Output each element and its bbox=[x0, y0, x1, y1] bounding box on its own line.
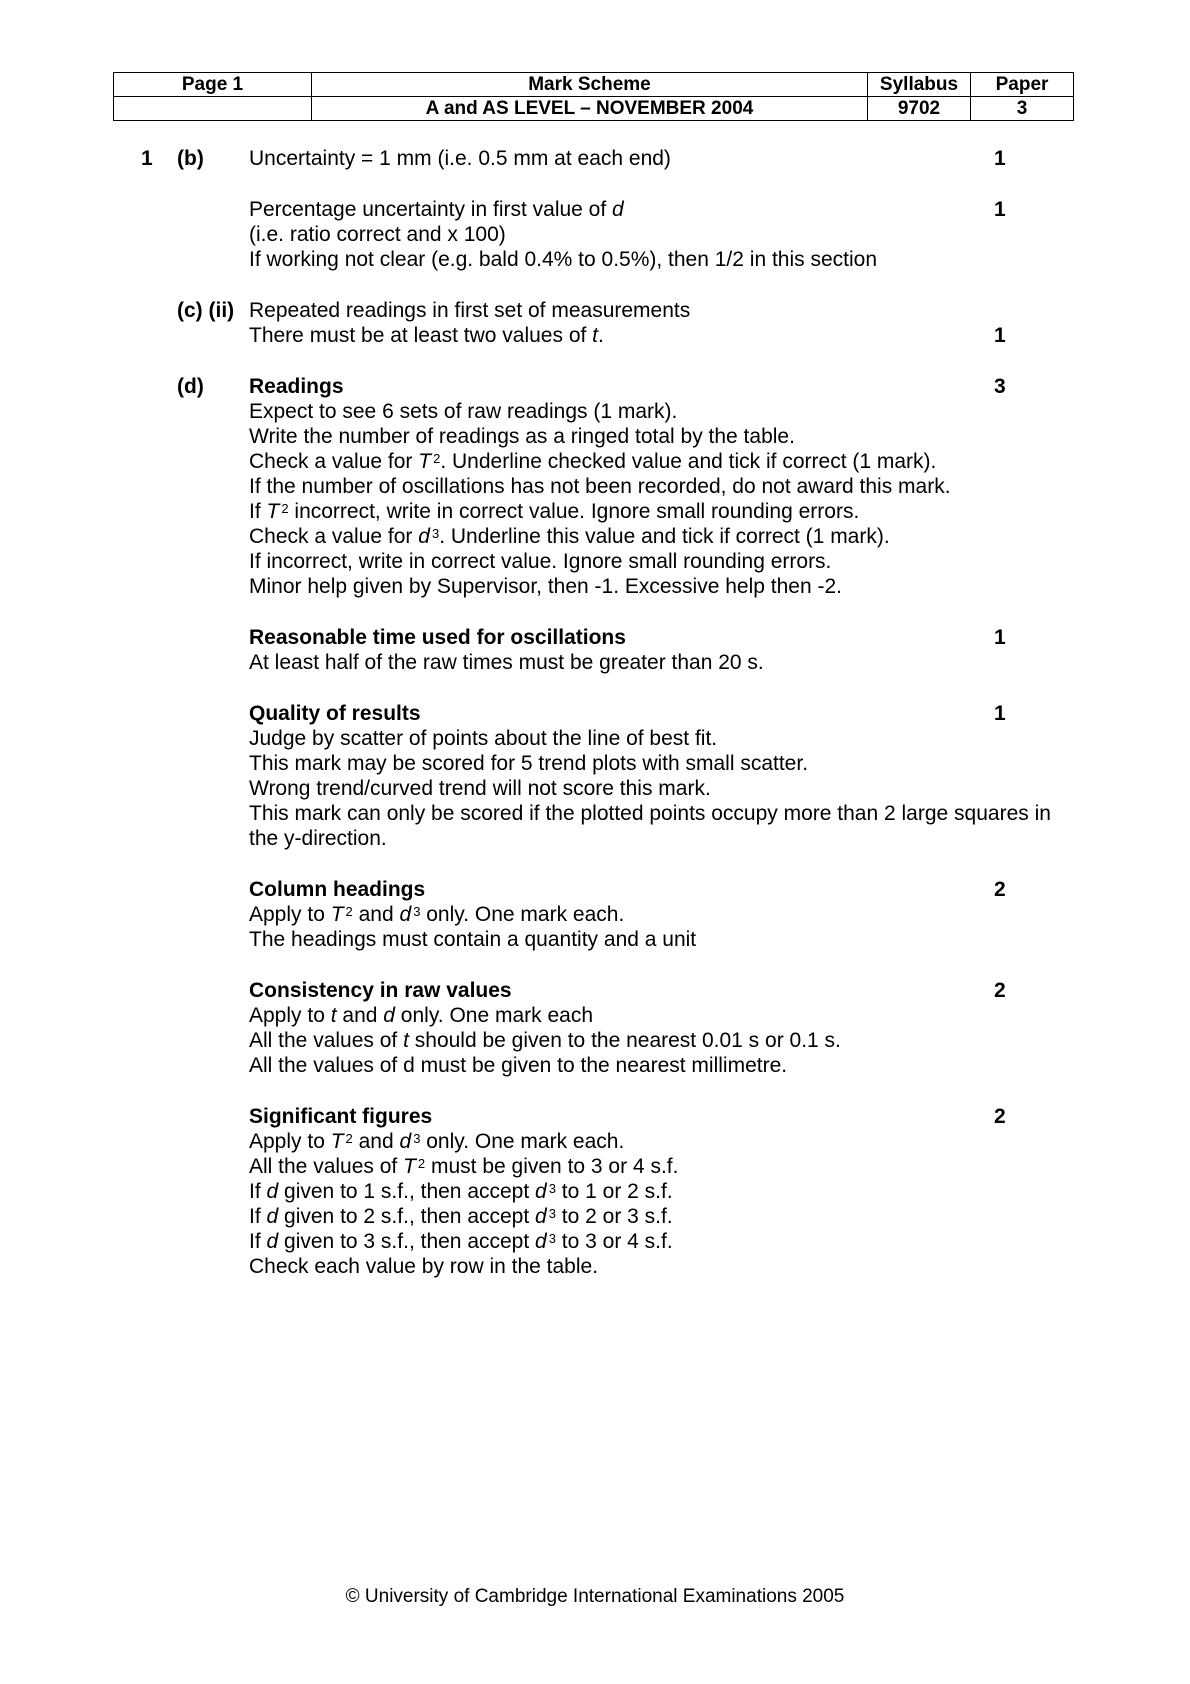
part-cii-line-2: There must be at least two values of t. bbox=[249, 324, 604, 347]
quality-line-3: Wrong trend/curved trend will not score this mark. bbox=[249, 777, 711, 800]
columns-mark: 2 bbox=[994, 878, 1006, 901]
quality-heading: Quality of results bbox=[249, 702, 421, 725]
sigfig-line-1: Apply to T $^2$ and d $^3$ only. One mark each. bbox=[249, 1130, 625, 1153]
part-b-line-3: (i.e. ratio correct and x 100) bbox=[249, 223, 506, 246]
consistency-mark: 2 bbox=[994, 979, 1006, 1002]
sigfig-line-5: If d given to 3 s.f., then accept d $^3$ to 3 or 4 s.f. bbox=[249, 1230, 673, 1253]
part-d-label: (d) bbox=[177, 375, 204, 398]
header-syllabus: 9702 bbox=[868, 97, 971, 121]
consistency-heading: Consistency in raw values bbox=[249, 979, 512, 1002]
header-exam: A and AS LEVEL – NOVEMBER 2004 bbox=[312, 97, 868, 121]
time-line-1: At least half of the raw times must be greater than 20 s. bbox=[249, 651, 764, 674]
sigfig-line-4: If d given to 2 s.f., then accept d $^3$ to 2 or 3 s.f. bbox=[249, 1205, 673, 1228]
part-cii-label: (c) (ii) bbox=[177, 299, 235, 322]
consistency-line-3: All the values of d must be given to the nearest millimetre. bbox=[249, 1054, 788, 1077]
part-b-line-2: Percentage uncertainty in first value of d bbox=[249, 198, 624, 221]
readings-line-4: If the number of oscillations has not been recorded, do not award this mark. bbox=[249, 475, 951, 498]
sigfig-line-3: If d given to 1 s.f., then accept d $^3$ to 1 or 2 s.f. bbox=[249, 1180, 673, 1203]
header-syllabus-label: Syllabus bbox=[868, 73, 971, 97]
columns-line-1: Apply to T $^2$ and d $^3$ only. One mark each. bbox=[249, 903, 625, 926]
header-title: Mark Scheme bbox=[312, 73, 868, 97]
part-b-mark-2: 1 bbox=[994, 198, 1006, 221]
question-number: 1 bbox=[141, 147, 153, 170]
sigfig-mark: 2 bbox=[994, 1105, 1006, 1128]
readings-line-8: Minor help given by Supervisor, then -1. Excessive help then -2. bbox=[249, 575, 842, 598]
part-b-mark-1: 1 bbox=[994, 147, 1006, 170]
time-mark: 1 bbox=[994, 626, 1006, 649]
sigfig-line-6: Check each value by row in the table. bbox=[249, 1255, 599, 1278]
quality-line-4: This mark can only be scored if the plotted points occupy more than 2 large squares in bbox=[249, 802, 1051, 825]
readings-line-1: Expect to see 6 sets of raw readings (1 mark). bbox=[249, 400, 678, 423]
symbol-d: d bbox=[612, 198, 624, 221]
columns-line-2: The headings must contain a quantity and a unit bbox=[249, 928, 697, 951]
footer-copyright: © University of Cambridge International Examinations 2005 bbox=[345, 1586, 845, 1607]
quality-mark: 1 bbox=[994, 702, 1006, 725]
part-b-label: (b) bbox=[177, 147, 204, 170]
part-cii-mark: 1 bbox=[994, 324, 1006, 347]
quality-line-1: Judge by scatter of points about the line of best fit. bbox=[249, 727, 718, 750]
header-page: Page 1 bbox=[114, 73, 312, 97]
consistency-line-2: All the values of t should be given to the nearest 0.01 s or 0.1 s. bbox=[249, 1029, 841, 1052]
part-cii-line-1: Repeated readings in first set of measurements bbox=[249, 299, 691, 322]
sigfig-heading: Significant figures bbox=[249, 1105, 433, 1128]
readings-heading: Readings bbox=[249, 375, 344, 398]
header-paper-label: Paper bbox=[971, 73, 1074, 97]
time-heading: Reasonable time used for oscillations bbox=[249, 626, 626, 649]
readings-line-6: Check a value for d $^3$. Underline this value and tick if correct (1 mark). bbox=[249, 525, 890, 548]
quality-line-2: This mark may be scored for 5 trend plots with small scatter. bbox=[249, 752, 809, 775]
header-table bbox=[113, 72, 1074, 121]
part-b-line-4: If working not clear (e.g. bald 0.4% to 0.5%), then 1/2 in this section bbox=[249, 248, 878, 271]
header-paper: 3 bbox=[971, 97, 1074, 121]
readings-line-2: Write the number of readings as a ringed total by the table. bbox=[249, 425, 795, 448]
header-empty-cell bbox=[114, 97, 312, 121]
sigfig-line-2: All the values of T $^2$ must be given to 3 or 4 s.f. bbox=[249, 1155, 679, 1178]
quality-line-5: the y-direction. bbox=[249, 827, 387, 850]
readings-mark: 3 bbox=[994, 375, 1006, 398]
readings-line-3: Check a value for T $^2$. Underline checked value and tick if correct (1 mark). bbox=[249, 450, 937, 473]
header-row-1 bbox=[114, 73, 1074, 97]
readings-line-5: If T $^2$ incorrect, write in correct value. Ignore small rounding errors. bbox=[249, 500, 860, 523]
consistency-line-1: Apply to t and d only. One mark each bbox=[249, 1004, 594, 1027]
part-b-line-1: Uncertainty = 1 mm (i.e. 0.5 mm at each end) bbox=[249, 147, 671, 170]
columns-heading: Column headings bbox=[249, 878, 426, 901]
readings-line-7: If incorrect, write in correct value. Ignore small rounding errors. bbox=[249, 550, 832, 573]
header-row-2 bbox=[114, 97, 1074, 121]
